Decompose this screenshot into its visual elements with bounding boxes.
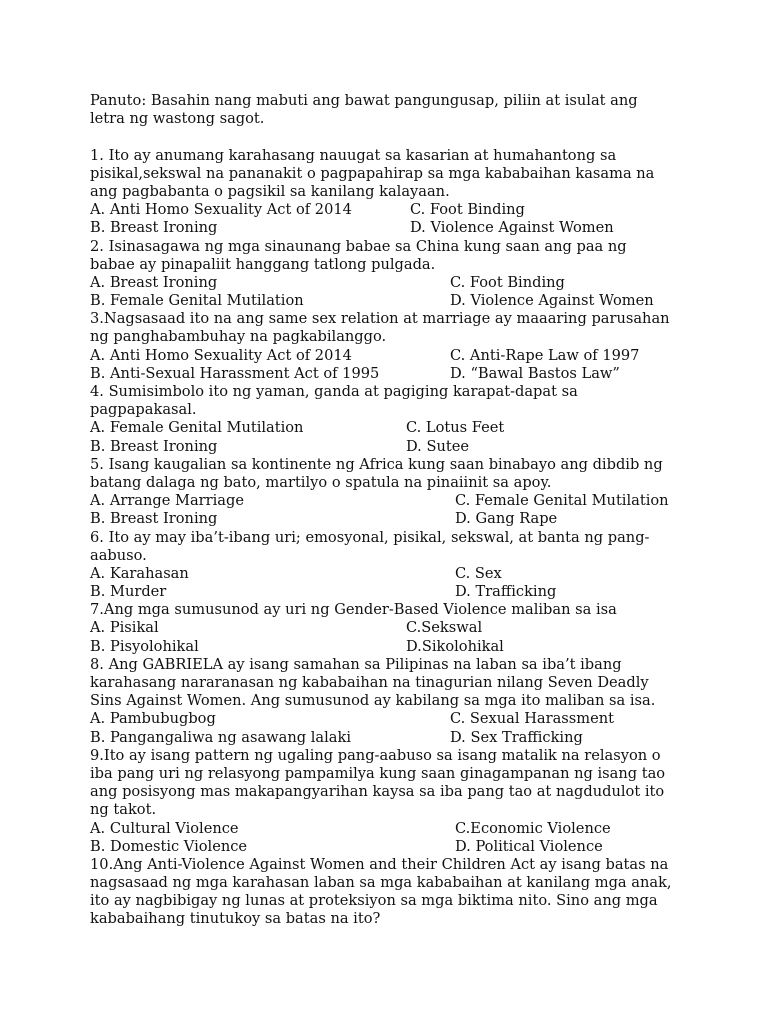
answer-choice: D. Sex Trafficking xyxy=(450,728,583,746)
answer-choice: A. Arrange Marriage xyxy=(90,492,244,510)
question-4 xyxy=(90,383,690,456)
answer-choice: A. Female Genital Mutilation xyxy=(90,419,304,437)
spacer xyxy=(90,128,690,146)
answer-choice: A. Karahasan xyxy=(90,564,189,582)
question-text-line: pisikal,sekswal na pananakit o pagpapahirap sa mga kababaihan kasama na xyxy=(90,164,655,182)
answer-choice: C.Sekswal xyxy=(406,619,483,637)
question-list xyxy=(90,147,690,929)
answer-choice: C. Sexual Harassment xyxy=(450,710,615,728)
question-text-line: 9.Ito ay isang pattern ng ugaling pang-aabuso sa isang matalik na relasyon o xyxy=(90,746,661,764)
answer-choice: D. Political Violence xyxy=(455,837,603,855)
answer-choice: B. Murder xyxy=(90,583,167,601)
option-row xyxy=(90,419,690,437)
question-text-line: kababaihang tinutukoy sa batas na ito? xyxy=(90,910,381,928)
question-text-line: pagpapakasal. xyxy=(90,401,197,419)
answer-choice: C. Anti-Rape Law of 1997 xyxy=(450,346,640,364)
option-row xyxy=(90,219,690,237)
answer-choice: B. Breast Ironing xyxy=(90,219,218,237)
option-row xyxy=(90,565,690,583)
question-7 xyxy=(90,601,690,656)
option-row xyxy=(90,365,690,383)
instructions-line: Panuto: Basahin nang mabuti ang bawat pangungusap, piliin at isulat ang xyxy=(90,92,638,109)
option-row xyxy=(90,583,690,601)
answer-choice: D. Sutee xyxy=(406,437,469,455)
answer-choice: B. Pisyolohikal xyxy=(90,637,199,655)
option-row xyxy=(90,201,690,219)
answer-choice: D. Violence Against Women xyxy=(410,219,614,237)
answer-choice: D. Gang Rape xyxy=(455,510,558,528)
quiz-page xyxy=(90,92,690,929)
question-9 xyxy=(90,747,690,856)
answer-choice: B. Domestic Violence xyxy=(90,837,248,855)
question-text-line: ng panghabambuhay na pagkabilanggo. xyxy=(90,328,387,346)
option-row xyxy=(90,638,690,656)
question-3 xyxy=(90,310,690,383)
instructions-line: letra ng wastong sagot. xyxy=(90,110,265,128)
answer-choice: C. Female Genital Mutilation xyxy=(455,492,669,510)
question-text-line: 2. Isinasagawa ng mga sinaunang babae sa China kung saan ang paa ng xyxy=(90,237,627,255)
answer-choice: B. Female Genital Mutilation xyxy=(90,292,304,310)
option-row xyxy=(90,710,690,728)
question-text-line: 8. Ang GABRIELA ay isang samahan sa Pilipinas na laban sa iba’t ibang xyxy=(90,655,622,673)
option-row xyxy=(90,274,690,292)
option-row xyxy=(90,820,690,838)
question-text-line: ang pagbabanta o pagsikil sa kanilang kalayaan. xyxy=(90,182,450,200)
answer-choice: B. Breast Ironing xyxy=(90,510,218,528)
question-5 xyxy=(90,456,690,529)
answer-choice: D. “Bawal Bastos Law” xyxy=(450,364,620,382)
answer-choice: C. Foot Binding xyxy=(410,201,525,219)
question-text-line: 4. Sumisimbolo ito ng yaman, ganda at pagiging karapat-dapat sa xyxy=(90,383,578,400)
question-text-line: batang dalaga ng bato, martilyo o spatula na pinaiinit sa apoy. xyxy=(90,473,552,491)
question-10 xyxy=(90,856,690,929)
question-text-line: 7.Ang mga sumusunod ay uri ng Gender-Based Violence maliban sa isa xyxy=(90,601,617,619)
answer-choice: A. Anti Homo Sexuality Act of 2014 xyxy=(90,201,352,219)
question-8 xyxy=(90,656,690,747)
answer-choice: A. Pisikal xyxy=(90,619,159,637)
question-text-line: 1. Ito ay anumang karahasang nauugat sa kasarian at humahantong sa xyxy=(90,146,617,164)
option-row xyxy=(90,347,690,365)
question-text-line: aabuso. xyxy=(90,546,147,564)
question-1 xyxy=(90,147,690,238)
answer-choice: B. Anti-Sexual Harassment Act of 1995 xyxy=(90,364,380,382)
option-row xyxy=(90,729,690,747)
option-row xyxy=(90,510,690,528)
answer-choice: B. Pangangaliwa ng asawang lalaki xyxy=(90,728,352,746)
answer-choice: D. Trafficking xyxy=(455,583,557,601)
question-2 xyxy=(90,238,690,311)
question-text-line: 3.Nagsasaad ito na ang same sex relation at marriage ay maaaring parusahan xyxy=(90,310,670,328)
answer-choice: D. Violence Against Women xyxy=(450,292,654,310)
answer-choice: A. Breast Ironing xyxy=(90,273,218,291)
option-row xyxy=(90,438,690,456)
answer-choice: A. Anti Homo Sexuality Act of 2014 xyxy=(90,346,352,364)
answer-choice: C. Sex xyxy=(455,564,502,582)
option-row xyxy=(90,838,690,856)
answer-choice: A. Cultural Violence xyxy=(90,819,239,837)
answer-choice: C.Economic Violence xyxy=(455,819,611,837)
question-text-line: babae ay pinapaliit hanggang tatlong pulgada. xyxy=(90,255,436,273)
option-row xyxy=(90,619,690,637)
question-text-line: ito ay nagbibigay ng lunas at proteksiyon sa mga biktima nito. Sino ang mga xyxy=(90,892,658,910)
option-row xyxy=(90,492,690,510)
question-text-line: nagsasaad ng mga karahasan laban sa mga kababaihan at kanilang mga anak, xyxy=(90,874,672,892)
option-row xyxy=(90,292,690,310)
question-text-line: 6. Ito ay may iba’t-ibang uri; emosyonal, pisikal, sekswal, at banta ng pang- xyxy=(90,528,650,546)
answer-choice: B. Breast Ironing xyxy=(90,437,218,455)
question-text-line: 10.Ang Anti-Violence Against Women and their Children Act ay isang batas na xyxy=(90,855,669,873)
question-text-line: Sins Against Women. Ang sumusunod ay kabilang sa mga ito maliban sa isa. xyxy=(90,692,656,710)
question-text-line: ng takot. xyxy=(90,801,157,819)
question-text-line: karahasang nararanasan ng kababaihan na tinagurian nilang Seven Deadly xyxy=(90,674,649,691)
question-text-line: 5. Isang kaugalian sa kontinente ng Africa kung saan binabayo ang dibdib ng xyxy=(90,455,663,473)
question-6 xyxy=(90,529,690,602)
answer-choice: C. Lotus Feet xyxy=(406,419,505,437)
answer-choice: D.Sikolohikal xyxy=(406,637,504,655)
answer-choice: A. Pambubugbog xyxy=(90,710,216,728)
answer-choice: C. Foot Binding xyxy=(450,273,565,291)
question-text-line: ang posisyong mas makapangyarihan kaysa sa iba pang tao at nagdudulot ito xyxy=(90,783,665,801)
question-text-line: iba pang uri ng relasyong pampamilya kung saan ginagampanan ng isang tao xyxy=(90,764,666,782)
